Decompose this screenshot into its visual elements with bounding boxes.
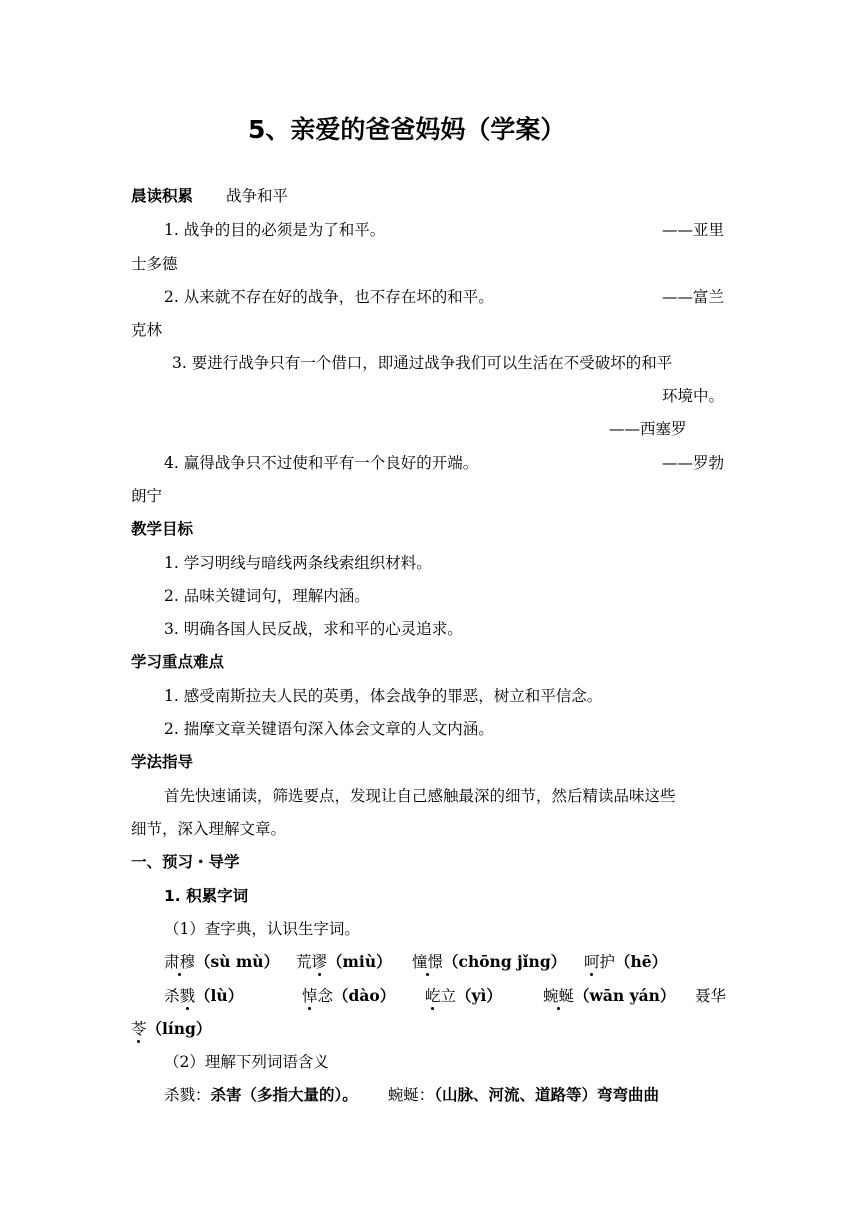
- keypoint-item-1: 1. 感受南斯拉夫人民的英勇，体会战争的罪恶，树立和平信念。: [164, 687, 603, 705]
- word-plain: 荒: [296, 953, 312, 971]
- section-heading-keypoints: 学习重点难点: [131, 653, 225, 671]
- step-2: （2）理解下列词语含义: [164, 1053, 329, 1071]
- word-dotted: 谬: [311, 953, 328, 971]
- word-plain: 立: [440, 987, 457, 1005]
- quote-3-text-cont: 环境中。: [662, 387, 725, 405]
- goal-item-2: 2. 品味关键词句，理解内涵。: [164, 587, 370, 605]
- quote-4-author: ——罗勃: [662, 454, 725, 472]
- word-ling: [131, 1019, 211, 1039]
- word-pinyin: （hē）: [615, 952, 668, 971]
- word-pinyin: （chōng jǐng）: [443, 952, 567, 971]
- word-plain: 聂华: [695, 987, 727, 1005]
- word-dotted: 悼: [302, 987, 318, 1005]
- step-1: （1）查字典，认识生字词。: [164, 920, 360, 938]
- subheading-vocabulary: 1. 积累字词: [164, 887, 249, 905]
- quote-4-text: 4. 赢得战争只不过使和平有一个良好的开端。: [164, 454, 479, 472]
- word-pinyin: （miù）: [327, 952, 392, 971]
- quote-1-author-cont: 士多德: [131, 255, 178, 273]
- word-chongjing: [412, 952, 566, 972]
- definition-line: [164, 1085, 659, 1105]
- quote-4-author-cont: 朗宁: [131, 487, 163, 505]
- word-dotted: 憧憬: [412, 953, 444, 971]
- word-plain: 念: [317, 987, 334, 1005]
- definition-text: （山脉、河流、道路等）弯弯曲曲: [434, 1086, 660, 1104]
- keypoint-item-2: 2. 揣摩文章关键语句深入体会文章的人文内涵。: [164, 720, 494, 738]
- page-title: 5、亲爱的爸爸妈妈（学案）: [248, 115, 566, 144]
- word-hehu: [584, 952, 667, 972]
- method-text-line-2: 细节，深入理解文章。: [131, 820, 287, 838]
- quote-3-author: ——西塞罗: [609, 420, 687, 438]
- goal-item-1: 1. 学习明线与暗线两条线索组织材料。: [164, 554, 432, 572]
- word-dotted: 肃穆: [164, 953, 196, 971]
- word-shalu: [164, 986, 243, 1006]
- word-sumu: [164, 952, 279, 972]
- section-heading-preview: 一、预习・导学: [131, 853, 240, 871]
- word-plain: 杀: [164, 987, 180, 1005]
- definition-text: 杀害（多指大量的）。: [210, 1086, 358, 1104]
- goal-item-3: 3. 明确各国人民反战，求和平的心灵追求。: [164, 620, 463, 638]
- word-dotted: 戮: [179, 987, 196, 1005]
- quote-3-text: 3. 要进行战争只有一个借口，即通过战争我们可以生活在不受破坏的和平: [172, 354, 673, 372]
- word-yili: [425, 986, 502, 1006]
- word-dotted: 屹: [425, 987, 441, 1005]
- quote-2-author: ——富兰: [662, 288, 725, 306]
- word-niehualing: [695, 986, 726, 1006]
- quote-2-author-cont: 克林: [131, 321, 163, 339]
- section-heading-morning: 晨读积累: [131, 187, 194, 205]
- quote-1-text: 1. 战争的目的必须是为了和平。: [164, 221, 386, 239]
- word-pinyin: （dào）: [333, 986, 396, 1005]
- word-pinyin: （lù）: [195, 986, 244, 1005]
- section-heading-method: 学法指导: [131, 753, 194, 771]
- word-huangmiu: [296, 952, 392, 972]
- quote-1-author: ——亚里: [662, 221, 725, 239]
- word-dotted: 苓: [131, 1020, 147, 1038]
- word-plain: 护: [599, 953, 616, 971]
- definition-term: 蜿蜒：: [387, 1086, 435, 1104]
- word-dotted: 呵: [584, 953, 600, 971]
- section-heading-goals: 教学目标: [131, 520, 194, 538]
- method-text-line-1: 首先快速诵读，筛选要点，发现让自己感触最深的细节，然后精读品味这些: [164, 787, 676, 805]
- quote-2-text: 2. 从来就不存在好的战争，也不存在坏的和平。: [164, 288, 494, 306]
- morning-topic: 战争和平: [226, 187, 289, 205]
- word-pinyin: （líng）: [146, 1019, 212, 1038]
- definition-term: 杀戮：: [164, 1086, 211, 1104]
- word-pinyin: （sù mù）: [195, 952, 280, 971]
- word-pinyin: （yì）: [456, 986, 502, 1005]
- word-daonian: [302, 986, 395, 1006]
- word-pinyin: （wān yán）: [574, 986, 676, 1005]
- word-wanyan: [543, 986, 675, 1006]
- word-dotted: 蜿蜒: [543, 987, 575, 1005]
